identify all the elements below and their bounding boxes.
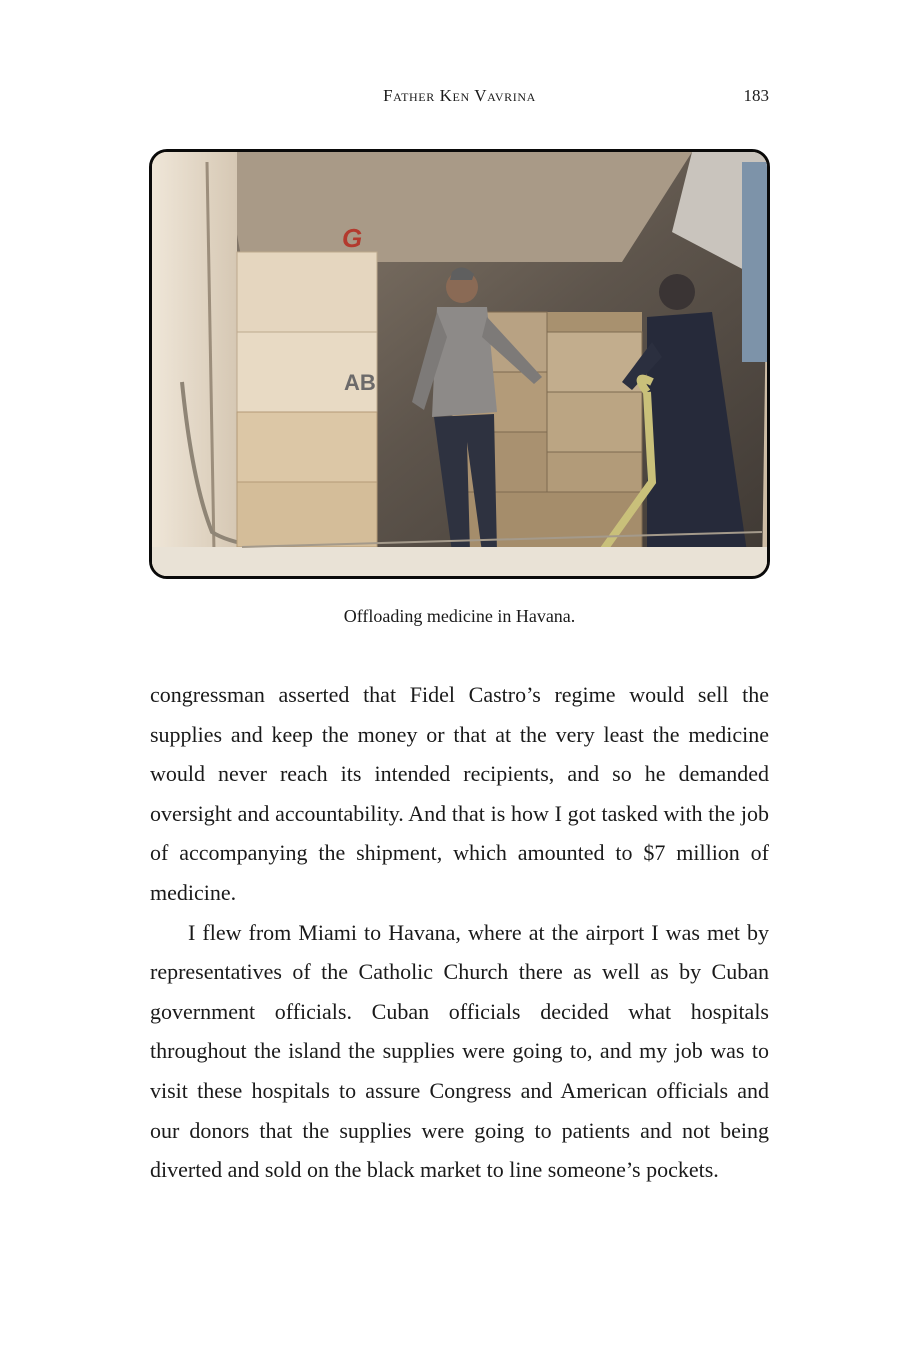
figure-caption: Offloading medicine in Havana. bbox=[343, 606, 576, 626]
running-head bbox=[150, 86, 769, 112]
medicine-boxes-left bbox=[237, 223, 377, 547]
box-marking-g: G bbox=[342, 223, 363, 253]
paragraph: I flew from Miami to Havana, where at the airport I was met by representatives of the Catholic Church there as well as by Cuban government officials. Cuban officials decided what hospitals throughout the island the supplies were going to, and my job was to visit these hospitals to assure Congress and American officials and our donors that the supplies were going to patients and not being diverted and sold on the black market to line someone’s pockets. bbox=[150, 919, 769, 1183]
offloading-photo bbox=[149, 149, 770, 579]
box-marking-ab: AB bbox=[344, 370, 376, 395]
body-text bbox=[150, 675, 769, 1190]
aircraft-door-frame bbox=[152, 152, 237, 576]
paragraph: congressman asserted that Fidel Castro’s regime would sell the supplies and keep the money or that at the very least the medicine would never reach its intended recipients, and so he demanded oversight and accountability. And that is how I got tasked with the job of accompanying the shipment, which amounted to $7 million of medicine. bbox=[150, 682, 769, 905]
running-title: Father Ken Vavrina bbox=[383, 86, 536, 105]
photo-illustration bbox=[152, 152, 767, 576]
page-number: 183 bbox=[743, 86, 769, 105]
